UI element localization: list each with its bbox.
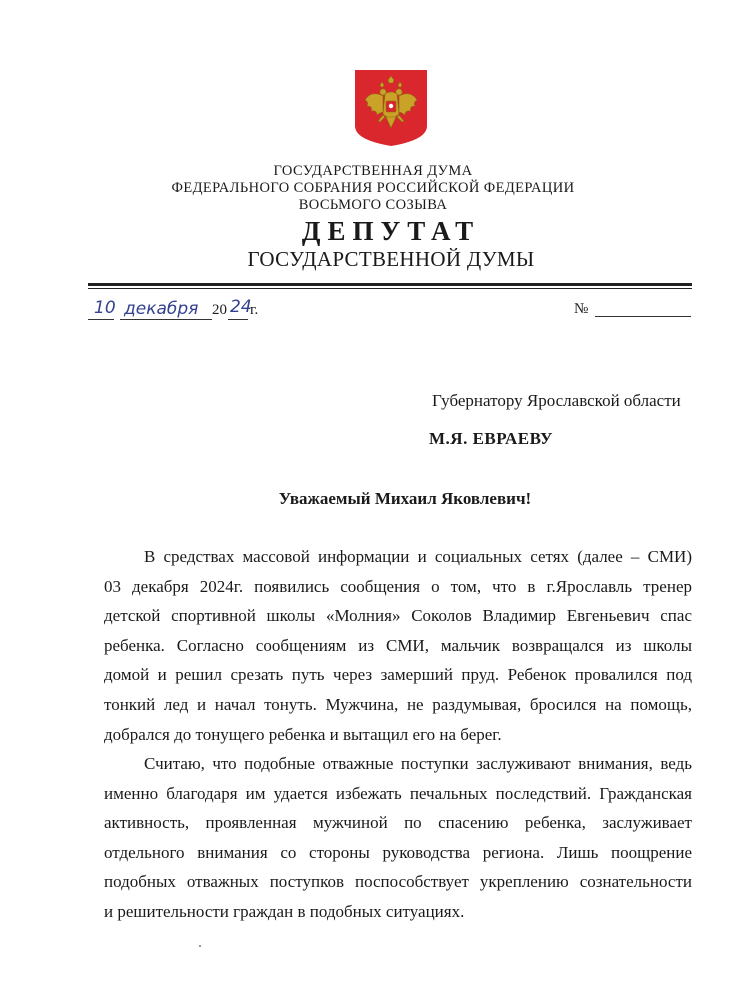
body-paragraph-2 [104, 749, 692, 927]
letterhead-rule-thick [88, 283, 692, 286]
paragraph-line: ребенка. Согласно сообщениям из СМИ, мальчик возвращался из школы [104, 635, 692, 655]
paragraph-line: тонкий лед и начал тонуть. Мужчина, не раздумывая, бросился на помощь, [104, 694, 692, 714]
paragraph-line: подобных отважных поступков поспособствует укреплению сознательности [104, 872, 692, 892]
date-year-underline [228, 319, 248, 320]
paragraph-line: В средствах массовой информации и социальных сетях (далее – СМИ) [144, 547, 692, 566]
letterhead-line-3: ВОСЬМОГО СОЗЫВА [298, 197, 448, 213]
paragraph-line: именно благодаря им удается избежать печальных последствий. Гражданская [104, 783, 692, 803]
date-day-handwritten: 10 [94, 298, 116, 318]
body-paragraph-1 [104, 542, 692, 749]
document-number-label: № [574, 301, 589, 317]
date-year-prefix: 20 [212, 302, 227, 318]
addressee-name: М.Я. ЕВРАЕВУ [429, 429, 554, 448]
document-number-field [595, 316, 691, 317]
scan-speck [199, 945, 201, 947]
paragraph-line: отдельного внимания со стороны руководства региона. Лишь поощрение [104, 842, 692, 862]
paragraph-line: Считаю, что подобные отважные поступки заслуживают внимания, ведь [144, 754, 692, 773]
letterhead-title: ДЕПУТАТ [301, 216, 481, 246]
paragraph-line: домой и решил срезать путь через замерший пруд. Ребенок провалился под [104, 665, 692, 685]
letterhead-line-2: ФЕДЕРАЛЬНОГО СОБРАНИЯ РОССИЙСКОЙ ФЕДЕРАЦИИ [171, 180, 575, 196]
addressee-position: Губернатору Ярославской области [432, 391, 681, 410]
paragraph-line: и решительности граждан в подобных ситуациях. [104, 901, 465, 921]
date-year-unit: г. [250, 302, 259, 318]
letterhead-line-1: ГОСУДАРСТВЕННАЯ ДУМА [273, 163, 473, 179]
date-year-handwritten: 24 [230, 297, 252, 317]
letterhead-rule-thin [88, 288, 692, 289]
russian-coat-of-arms-icon [355, 70, 427, 146]
salutation: Уважаемый Михаил Яковлевич! [278, 489, 532, 508]
date-day-underline [88, 319, 114, 320]
letterhead-subtitle: ГОСУДАРСТВЕННОЙ ДУМЫ [247, 247, 535, 271]
paragraph-line: детской спортивной школы «Молния» Соколов Владимир Евгеньевич спас [104, 606, 692, 626]
paragraph-line: добрался до тонущего ребенка и вытащил его на берег. [104, 724, 502, 744]
paragraph-line: 03 декабря 2024г. появились сообщения о том, что в г.Ярославль тренер [104, 576, 692, 596]
date-month-handwritten: декабря [124, 299, 199, 319]
date-month-underline [120, 319, 212, 320]
paragraph-line: активность, проявленная мужчиной по спасению ребенка, заслуживает [104, 813, 692, 833]
